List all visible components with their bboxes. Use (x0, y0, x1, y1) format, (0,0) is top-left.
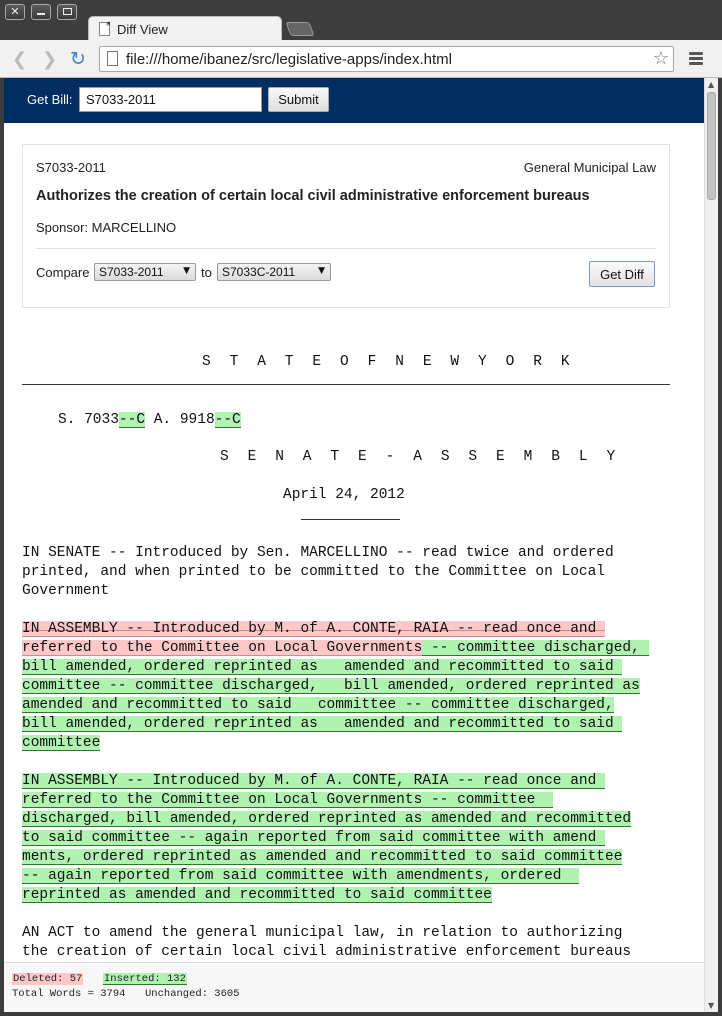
menu-icon[interactable] (689, 52, 703, 67)
bill-card (22, 144, 670, 308)
reload-icon[interactable]: ↻ (70, 48, 86, 70)
assembly-paragraph-line (22, 658, 622, 677)
senate-assembly-heading: S E N A T E - A S S E M B L Y (220, 449, 621, 465)
browser-tab[interactable] (88, 16, 282, 42)
vertical-scrollbar[interactable] (704, 78, 718, 1012)
assembly-paragraph-line (22, 715, 622, 734)
inserted-text: IN ASSEMBLY -- Introduced by M. of A. CONTE, RAIA -- read once and (22, 773, 605, 789)
to-label: to (201, 265, 212, 280)
senate-paragraph-line: IN SENATE -- Introduced by Sen. MARCELLINO -- read twice and ordered (22, 545, 614, 561)
back-icon[interactable]: ❮ (12, 49, 28, 70)
assembly-paragraph-line (22, 734, 100, 753)
assembly-number: A. 9918 (145, 412, 215, 428)
browser-toolbar (0, 40, 722, 78)
minimize-icon (37, 13, 45, 15)
bill-id: S7033-2011 (36, 160, 106, 175)
maximize-icon (63, 8, 72, 15)
get-diff-button[interactable]: Get Diff (589, 261, 655, 287)
window-frame (718, 78, 722, 1012)
close-icon: ✕ (10, 5, 20, 18)
window-close-button[interactable] (5, 4, 25, 20)
assembly-paragraph-line (22, 772, 605, 791)
inserted-text: discharged, bill amended, ordered reprinted as amended and recommitted (22, 811, 632, 827)
divider (36, 248, 656, 249)
url-text[interactable]: file:///home/ibanez/src/legislative-apps/index.html (126, 51, 452, 68)
assembly-paragraph-line (22, 639, 649, 658)
bill-numbers (58, 411, 241, 430)
page-icon (99, 22, 110, 36)
inserted-text: bill amended, ordered reprinted as amended and recommitted to said (22, 716, 623, 732)
address-bar[interactable] (99, 46, 674, 72)
heading-rule (22, 384, 670, 385)
scrollbar-thumb[interactable] (707, 92, 716, 200)
assembly-paragraph-line (22, 886, 492, 905)
compare-to-value: S7033C-2011 (222, 265, 296, 279)
assembly-paragraph-line (22, 791, 553, 810)
inserted-text: -- again reported from said committee with amendments, ordered (22, 868, 579, 884)
inserted-text: referred to the Committee on Local Governments -- committee (22, 792, 553, 808)
date-rule (301, 519, 400, 520)
total-words: Total Words = 3794 (12, 988, 126, 1000)
diff-stats-footer (4, 962, 704, 1012)
state-heading: S T A T E O F N E W Y O R K (202, 354, 575, 370)
chevron-down-icon: ▼ (183, 266, 190, 276)
bookmark-star-icon[interactable]: ☆ (652, 48, 669, 69)
page-icon (107, 51, 118, 66)
window-minimize-button[interactable] (31, 4, 51, 20)
assembly-paragraph-line (22, 829, 605, 848)
deleted-count: Deleted: 57 (13, 973, 83, 985)
chevron-down-icon: ▼ (318, 266, 325, 276)
page-viewport (4, 78, 704, 1012)
inserted-text: -- committee discharged, (422, 640, 649, 656)
senate-paragraph-line: Government (22, 583, 110, 599)
compare-from-value: S7033-2011 (99, 265, 164, 279)
submit-button[interactable]: Submit (268, 87, 329, 112)
deleted-text: referred to the Committee on Local Governments (22, 640, 423, 656)
assembly-paragraph-line (22, 848, 622, 867)
bill-input[interactable] (79, 87, 262, 112)
inserted-text: amended and recommitted to said committee -- committee discharged, (22, 697, 614, 713)
assembly-paragraph-line (22, 867, 579, 886)
assembly-paragraph-line (22, 810, 631, 829)
inserted-text: reprinted as amended and recommitted to said committee (22, 887, 492, 903)
senate-paragraph-line: printed, and when printed to be committed to the Committee on Local (22, 564, 605, 580)
scroll-up-icon[interactable]: ▲ (708, 80, 715, 89)
get-bill-bar (4, 78, 704, 123)
window-titlebar (0, 0, 722, 40)
inserted-text: --C (118, 412, 146, 428)
inserted-text: committee -- committee discharged, bill amended, ordered reprinted as (22, 678, 640, 694)
senate-number: S. 7033 (58, 412, 119, 428)
deleted-text: IN ASSEMBLY -- Introduced by M. of A. CONTE, RAIA -- read once and (22, 621, 605, 637)
scroll-down-icon[interactable]: ▼ (708, 1001, 715, 1010)
assembly-paragraph-line (22, 620, 605, 639)
compare-label: Compare (36, 265, 90, 280)
inserted-text: committee (22, 735, 101, 751)
tab-title: Diff View (117, 22, 168, 37)
get-bill-label: Get Bill: (27, 92, 73, 107)
sponsor: Sponsor: MARCELLINO (36, 220, 177, 235)
inserted-text: --C (214, 412, 241, 428)
bill-date: April 24, 2012 (283, 487, 405, 503)
window-maximize-button[interactable] (57, 4, 77, 20)
inserted-text: to said committee -- again reported from said committee with amend (22, 830, 605, 846)
inserted-count: Inserted: 132 (104, 973, 186, 985)
forward-icon[interactable]: ❯ (42, 49, 58, 70)
bill-title: Authorizes the creation of certain local civil administrative enforcement bureaus (36, 188, 590, 204)
window-frame (0, 1012, 722, 1016)
unchanged-count: Unchanged: 3605 (145, 988, 240, 1000)
act-paragraph-line: the creation of certain local civil administrative enforcement bureaus (22, 944, 632, 960)
assembly-paragraph-line (22, 696, 614, 715)
act-paragraph-line: AN ACT to amend the general municipal law, in relation to authorizing (22, 925, 623, 941)
law-name: General Municipal Law (523, 160, 656, 175)
inserted-text: bill amended, ordered reprinted as amended and recommitted to said (22, 659, 623, 675)
new-tab-button[interactable] (285, 22, 314, 36)
inserted-text: ments, ordered reprinted as amended and recommitted to said committee (22, 849, 623, 865)
compare-from-select[interactable] (94, 263, 196, 281)
assembly-paragraph-line (22, 677, 640, 696)
compare-to-select[interactable] (217, 263, 331, 281)
